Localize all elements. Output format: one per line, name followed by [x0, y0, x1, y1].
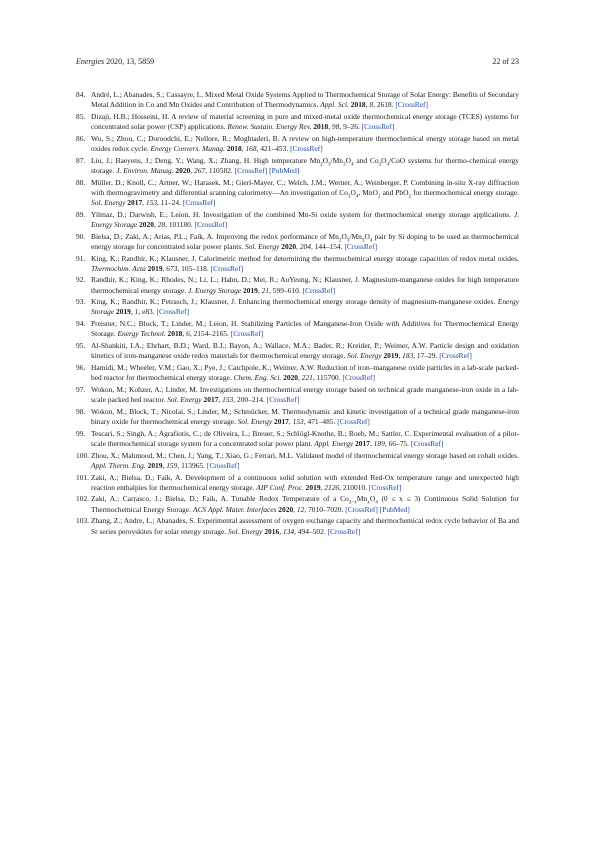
reference-item	[76, 494, 519, 514]
crossref-link[interactable]: [CrossRef]	[361, 122, 395, 132]
publication-year: 2018	[167, 329, 183, 339]
reference-text: ,	[142, 197, 146, 207]
publication-year: 2019	[116, 307, 131, 317]
volume-info: 2020, 13, 5859	[104, 57, 155, 66]
reference-text: Bielsa, D.; Zaki, A.; Arias, P.L.; Faik, A. Improving the redox performance of Mn	[91, 231, 339, 241]
subscript: 4	[355, 193, 359, 200]
reference-text: ,	[398, 351, 403, 361]
reference-text: O	[381, 155, 387, 165]
reference-text: ,	[320, 482, 325, 492]
journal-title: Energy Convers. Manag.	[150, 143, 225, 153]
reference-text: /Mn	[330, 155, 344, 165]
reference-text: ,	[241, 143, 246, 153]
reference-text: ,	[293, 504, 297, 514]
reference-text: for thermochemical energy storage.	[411, 187, 520, 197]
crossref-link[interactable]: [CrossRef]	[156, 307, 190, 317]
reference-number: 95.	[76, 341, 86, 351]
journal-title: Renew. Sustain. Energy Rev.	[227, 122, 312, 132]
crossref-link[interactable]: [CrossRef]	[206, 460, 240, 470]
reference-text: Zhou, X.; Mahmood, M.; Chen, J.; Yang, T.; Xiao, G.; Ferrari, M.L. Validated model of thermochemical energy storage based on cobalt oxides.	[91, 450, 519, 460]
journal-title: 267	[194, 165, 206, 175]
reference-item	[76, 178, 519, 208]
reference-text: , 113965.	[177, 460, 207, 470]
publication-year: 2020	[281, 241, 297, 251]
journal-title: Chem. Eng. Sci.	[233, 373, 282, 383]
journal-title: 204	[299, 241, 311, 251]
reference-text: Al-Shankiti, I.A.; Ehrhart, B.D.; Ward, B.J.; Bayon, A.; Wallace, M.A.; Bader, R.; Kreider, P.; Weimer, A.W. Particle design and oxidation kinetics of iron-manganese oxide redox materials for thermochemical energy storage.	[91, 341, 519, 361]
reference-text: O	[369, 494, 376, 504]
reference-text: ,	[162, 263, 167, 273]
reference-text: , 421–453.	[256, 143, 291, 153]
publication-year: 2017	[127, 197, 143, 207]
pubmed-link[interactable]: [PubMed]	[269, 165, 300, 175]
reference-number: 86.	[76, 133, 86, 143]
journal-title: Sol. Energy	[237, 417, 273, 426]
reference-number: 88.	[76, 177, 86, 187]
publication-year: 2017	[203, 395, 219, 405]
journal-title: 8	[369, 100, 374, 110]
reference-item	[76, 319, 519, 339]
crossref-link[interactable]: [CrossRef]	[395, 100, 429, 110]
journal-title: J. Energy Storage	[91, 209, 519, 229]
reference-text: ,	[288, 417, 293, 426]
reference-text: Wu, S.; Zhou, C.; Doroodchi, E.; Nellore, R.; Moghtaderi, B. A review on high-temperature thermochemical energy storage based on metal oxides redox cycle.	[91, 133, 519, 153]
reference-text: Randhir, K.; King, K.; Rhodes, N.; Li, L.; Hahn, D.; Mei, R.; AuYeung, N.; Klausner, J. Magnesium-manganese oxides for high temperature thermochemical energy storage.	[91, 275, 519, 295]
reference-text: and Co	[353, 155, 379, 165]
reference-number: 93.	[76, 297, 86, 307]
reference-text: , 9–26.	[339, 122, 362, 132]
crossref-link[interactable]: [CrossRef]	[230, 329, 264, 339]
crossref-link[interactable]: [CrossRef]	[290, 143, 323, 153]
reference-text: Wokon, M.; Block, T.; Nicolai, S.; Linder, M.; Schmücker, M. Thermodynamic and kinetic investigation of a technical grade manganese-iron binary oxide for thermochemical energy storage.	[91, 406, 519, 426]
subscript: 3	[378, 161, 382, 168]
publication-year: 2018	[350, 100, 366, 110]
reference-number: 97.	[76, 384, 86, 394]
reference-text: ,	[190, 165, 195, 175]
crossref-link[interactable]: [CrossRef]	[210, 263, 244, 273]
journal-title: 2126	[324, 482, 340, 492]
reference-text: pair by Si doping to be used as thermochemical energy storage for concentrated solar power plants.	[91, 231, 520, 251]
journal-title: 673	[166, 263, 178, 273]
reference-text: (0 ≤ x ≤ 3) Continuous Solid Solution for Thermochemical Energy Storage.	[91, 494, 519, 514]
reference-item	[76, 363, 519, 383]
journal-title: Sol. Energy	[244, 241, 280, 251]
journal-title: Thermochim. Acta	[91, 263, 146, 273]
journal-title: J. Energy Storage	[187, 285, 242, 295]
reference-text: /Mn	[349, 231, 362, 241]
running-header-journal	[76, 57, 154, 66]
reference-number: 98.	[76, 406, 86, 416]
journal-title: 1	[134, 307, 139, 317]
reference-text: , e83.	[138, 307, 157, 317]
publication-year: 2019	[305, 482, 321, 492]
publication-year: 2020	[283, 373, 299, 383]
subscript: 2	[378, 193, 381, 200]
crossref-link[interactable]: [CrossRef]	[368, 482, 402, 492]
reference-text: André, L.; Abanades, S.; Cassayre, L. Mixed Metal Oxide Systems Applied to Thermochemical Storage of Solar Energy: Benefits of Secondary Metal Addition in Co and Mn Oxides and Contribution of Thermodynamics.	[91, 90, 519, 110]
reference-text: , 471–485.	[303, 417, 338, 426]
reference-text: Zaki, A.; Carrasco, J.; Bielsa, D.; Faik, A. Tunable Redox Temperature of a Co	[91, 494, 349, 504]
publication-year: 2016	[264, 526, 280, 536]
subscript: 3	[361, 237, 365, 244]
reference-item	[76, 254, 519, 274]
reference-text: ,	[153, 219, 158, 229]
publication-year: 2019	[243, 285, 258, 295]
reference-item	[76, 112, 519, 132]
reference-text: ,	[162, 460, 167, 470]
journal-title: 12	[296, 504, 305, 514]
reference-text: , 2154–2165.	[189, 329, 231, 339]
journal-title: 98	[331, 122, 340, 132]
publication-year: 2020	[278, 504, 294, 514]
reference-text: Yilmaz, D.; Darwish, E.; Leion, H. Investigation of the combined Mn-Si oxide system for thermochemical energy storage applications.	[91, 209, 514, 219]
reference-text: ,	[182, 329, 187, 339]
reference-text: , 599–610.	[269, 285, 303, 295]
page-number: 22 of 23	[492, 57, 519, 66]
reference-item	[76, 134, 519, 154]
journal-name: Energies	[76, 57, 105, 66]
reference-item	[76, 451, 519, 471]
publication-year: 2017	[274, 417, 289, 426]
journal-title: 153	[222, 395, 234, 405]
journal-title: 189	[373, 438, 385, 448]
crossref-link[interactable]: [CrossRef]	[439, 351, 472, 361]
reference-number: 89.	[76, 209, 86, 219]
reference-text: King, K.; Randhir, K.; Klausner, J. Calorimetric method for determining the thermochemical energy storage capacities of redox metal oxides.	[91, 253, 519, 263]
journal-title: Appl. Energy	[314, 438, 354, 448]
reference-text: Mn	[356, 494, 368, 504]
reference-text: ,	[365, 100, 370, 110]
reference-list	[76, 90, 519, 538]
publication-year: 2018	[313, 122, 329, 132]
journal-title: 183	[402, 351, 414, 361]
reference-number: 92.	[76, 275, 86, 285]
reference-text: , 11–24.	[157, 197, 183, 207]
journal-title: Appl. Therm. Eng.	[91, 460, 146, 470]
subscript: 3	[347, 193, 351, 200]
journal-title: Appl. Sci.	[320, 100, 349, 110]
reference-text: ,	[257, 285, 262, 295]
reference-text: Wokon, M.; Kohzer, A.; Linder, M. Investigations on thermochemical energy storage based on technical grade manganese-iron oxide in a lab-scale packed bed reactor.	[91, 384, 519, 405]
journal-title: Sol. Energy	[167, 395, 202, 405]
reference-text: , 144–154.	[310, 241, 345, 251]
reference-text: King, K.; Randhir, K.; Petrasch, J.; Klausner, J. Enhancing thermochemical energy storage density of magnesium-manganese oxides.	[91, 297, 498, 307]
reference-number: 96.	[76, 363, 86, 373]
pubmed-link[interactable]: [PubMed]	[379, 504, 410, 514]
reference-number: 103.	[76, 516, 90, 526]
reference-text: , MnO	[358, 187, 378, 197]
journal-title: ACS Appl. Mater. Interfaces	[192, 504, 277, 514]
reference-text: ,	[130, 307, 135, 317]
reference-number: 102.	[76, 494, 90, 504]
reference-text: O	[350, 187, 356, 197]
journal-title: Sol. Energy	[228, 526, 263, 536]
reference-text: , 200–214.	[233, 395, 267, 405]
subscript: 2	[408, 193, 412, 200]
subscript: 4	[386, 161, 390, 168]
reference-item	[76, 90, 519, 110]
reference-text: ,	[218, 395, 223, 405]
publication-year: 2019	[383, 351, 399, 361]
reference-text: Dizaji, H.B.; Hosseini, H. A review of material screening in pure and mixed-metal oxide thermochemical energy storage (TCES) systems for concentrated solar power (CSP) applications.	[91, 111, 519, 132]
publication-year: 2017	[355, 438, 370, 448]
journal-title: 159	[166, 460, 178, 470]
subscript: 2	[320, 161, 323, 168]
crossref-link[interactable]: [CrossRef]	[344, 241, 378, 251]
crossref-link[interactable]: [CrossRef]	[182, 197, 216, 207]
reference-text: , 17–29.	[413, 351, 440, 361]
reference-item	[76, 156, 519, 176]
journal-title: 153	[292, 417, 304, 426]
reference-text: Preisner, N.C.; Block, T.; Linder, M.; Leion, H. Stabilizing Particles of Manganese-Iron Oxide with Additives for Thermochemical Energy Storage.	[91, 319, 519, 339]
reference-text: , 494–502.	[294, 526, 328, 536]
publication-year: 2018	[226, 143, 242, 153]
reference-item	[76, 210, 519, 230]
reference-text: Zaki, A.; Bielsa, D.; Faik, A. Development of a continuous solid solution with extended Red-Ox temperature range and unexpected high reaction enthalpies for thermochemical energy storage.	[91, 472, 519, 492]
reference-number: 94.	[76, 319, 86, 329]
subscript: 4	[375, 499, 378, 506]
publication-year: 2020	[175, 165, 191, 175]
reference-text: O	[345, 155, 351, 165]
subscript: 4	[369, 237, 373, 244]
reference-text: O	[364, 231, 370, 241]
reference-text: /CoO systems for thermo-chemical energy storage.	[91, 155, 519, 175]
reference-text: , 105–118.	[177, 263, 211, 273]
subscript: 3−x	[348, 499, 357, 506]
reference-text: ,	[279, 526, 283, 536]
journal-title: Energy Technol.	[117, 329, 166, 339]
subscript: 3	[343, 161, 346, 168]
reference-text: , 115700.	[312, 373, 343, 383]
journal-title: Energy Storage	[91, 297, 519, 317]
journal-title: 28	[157, 219, 166, 229]
subscript: 4	[351, 161, 354, 168]
reference-item	[76, 473, 519, 493]
journal-title: 153	[145, 197, 158, 207]
reference-number: 101.	[76, 472, 90, 482]
reference-item	[76, 232, 519, 252]
reference-text: , 66–75.	[384, 438, 411, 448]
reference-text: Tescari, S.; Singh, A.; Agrafiotis, C.; de Oliveira, L.; Breuer, S.; Schlögl-Knothe, B.; Roeb, M.; Sattler, C. Experimental evaluation of a pilot-scale thermochemical storage system for a concentrated solar power plant.	[91, 428, 519, 448]
reference-number: 90.	[76, 231, 86, 241]
publication-year: 2020	[139, 219, 154, 229]
subscript: 3	[346, 237, 350, 244]
subscript: 2	[338, 237, 342, 244]
reference-text: Hamidi, M.; Wheeler, V.M.; Gao, X.; Pye, J.; Catchpole, K.; Weimer, A.W. Reduction of iron–manganese oxide particles in a lab-scale packed-bed reactor for thermochemical energy storage.	[91, 363, 519, 383]
reference-text: Zhang, Z.; Andre, L.; Abanades, S. Experimental assessment of oxygen exchange capacity and thermochemical redox cycle behavior of Ba and Sr series perovskites for solar energy storage.	[91, 516, 519, 536]
crossref-link[interactable]: [CrossRef]	[302, 285, 336, 295]
reference-text: and PbO	[380, 187, 409, 197]
reference-item	[76, 341, 519, 361]
journal-title: AIP Conf. Proc.	[256, 482, 304, 492]
crossref-link[interactable]: [CrossRef]	[337, 417, 370, 426]
journal-title: 6	[186, 329, 190, 339]
reference-item	[76, 429, 519, 449]
reference-text: , 2618.	[373, 100, 396, 110]
journal-title: 221	[301, 373, 313, 383]
reference-text: , 210010.	[339, 482, 369, 492]
publication-year: 2019	[147, 263, 163, 273]
journal-title: 168	[245, 143, 257, 153]
reference-item	[76, 516, 519, 536]
reference-item	[76, 275, 519, 295]
reference-text: ,	[328, 122, 332, 132]
subscript: 3	[328, 161, 331, 168]
reference-number: 100.	[76, 450, 90, 460]
journal-title: Sol. Energy	[91, 197, 126, 207]
reference-text: O	[341, 231, 347, 241]
reference-number: 91.	[76, 253, 86, 263]
reference-text: , 110582.	[205, 165, 235, 175]
reference-text: ,	[298, 373, 302, 383]
crossref-link[interactable]: [CrossRef]	[266, 395, 300, 405]
reference-number: 85.	[76, 111, 86, 121]
crossref-link[interactable]: [CrossRef]	[345, 504, 378, 514]
crossref-link[interactable]: [CrossRef]	[327, 526, 361, 536]
reference-number: 99.	[76, 428, 86, 438]
reference-text: ,	[296, 241, 300, 251]
crossref-link[interactable]: [CrossRef]	[234, 165, 268, 175]
reference-text: , 101180.	[165, 219, 195, 229]
journal-title: Sol. Energy	[347, 351, 382, 361]
reference-item	[76, 407, 519, 427]
crossref-link[interactable]: [CrossRef]	[342, 373, 376, 383]
crossref-link[interactable]: [CrossRef]	[410, 438, 444, 448]
reference-text: Liu, J.; Baeyens, J.; Deng, Y.; Wang, X.; Zhang, H. High temperature Mn	[91, 155, 321, 165]
reference-number: 87.	[76, 155, 86, 165]
publication-year: 2019	[147, 460, 163, 470]
journal-title: 21	[261, 285, 270, 295]
reference-text: O	[322, 155, 329, 165]
journal-title: J. Environ. Manag.	[116, 165, 174, 175]
subscript: x	[367, 499, 370, 506]
reference-item	[76, 297, 519, 317]
reference-text: ,	[369, 438, 374, 448]
crossref-link[interactable]: [CrossRef]	[194, 219, 228, 229]
reference-text: , 7010–7020.	[304, 504, 346, 514]
reference-number: 84.	[76, 90, 86, 99]
reference-text: Müller, D.; Knoll, C.; Artner, W.; Harasek, M.; Gierl-Mayer, C.; Welch, J.M.; Werner, A.; Weinberger, P. Combining in-situ X-ray diffraction with thermogravimetry and differential scanning calorimetry—An investigation of Co	[91, 177, 519, 197]
reference-item	[76, 385, 519, 405]
journal-title: 134	[282, 526, 295, 536]
